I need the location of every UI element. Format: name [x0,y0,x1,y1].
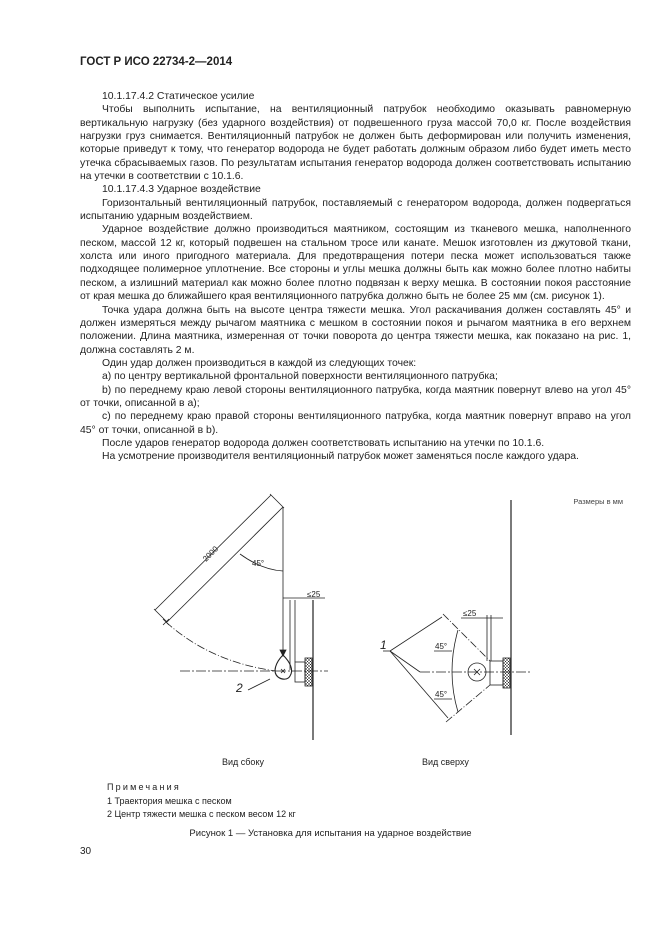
figure-caption: Рисунок 1 — Установка для испытания на ударное воздействие [189,828,472,839]
length-dimension-label: 2000 [201,544,220,564]
paragraph: Один удар должен производиться в каждой из следующих точек: [102,357,417,369]
figure-notes [107,781,296,822]
list-item: b) по переднему краю левой стороны вентиляционного патрубка, когда маятник повернут влево на угол 45° от точки, описанной в а); [80,384,631,409]
paragraph: На усмотрение производителя вентиляционный патрубок может заменяться после каждого удара. [102,451,579,463]
paragraph: Точка удара должна быть на высоте центра тяжести мешка. Угол раскачивания должен составлять 45° и должен измеряться между рычагом маятника с мешком в состоянии покоя и рычагом маятника в его верхнем положении. Длина маятника, измеренная от точки поворота до центра тяжести мешка, как показано на рис. 1, должна составлять 2 м. [80,304,631,356]
angle-label: 45° [252,559,265,568]
dimensions-note: Размеры в мм [573,497,623,506]
note-item: 2 Центр тяжести мешка с песком весом 12 кг [107,809,296,819]
note-item: 1 Траектория мешка с песком [107,795,232,806]
gap-label: ≤25 [307,590,321,599]
side-view-label: Вид сбоку [222,757,264,767]
callout-2: 2 [236,681,243,695]
paragraph: После ударов генератор водорода должен соответствовать испытанию на утечки по 10.1.6. [102,437,545,449]
section-heading: 10.1.17.4.2 Статическое усилие [102,91,255,102]
paragraph: Чтобы выполнить испытание, на вентиляционный патрубок необходимо оказывать равномерную вертикальную нагрузку (без ударного воздействия) от подвешенного груза массой 70,0 кг. После воздействия нагрузки груз снимается. Вентиляционный патрубок не должен быть деформирован или получить изменения, которые приведут к тому, что генератор водорода не будет работать должным образом либо будет иметь место утечка сбрасываемых газов. По результатам испытания генератор водорода должен соответствовать испытанию на утечки в соответствии с 10.1.6. [80,104,631,183]
paragraph: Ударное воздействие должно производиться маятником, состоящим из тканевого мешка, наполненного песком, массой 12 кг, который подвешен на стальном тросе или канате. Мешок изготовлен из джутовой ткани, холста или иного пригодного материала. Для предотвращения потери песка может использоваться также подходящее полимерное уплотнение. Все стороны и углы мешка должны быть как можно более плотно набиты песком, а излишний материал как можно более плотно подвязан к верху мешка. В состоянии покоя расстояние от края мешка до ближайшего края вентиляционного патрубка должно быть не более 25 мм (см. рисунок 1). [80,224,631,303]
document-header: ГОСТ Р ИСО 22734-2—2014 [80,56,233,68]
section-heading: 10.1.17.4.3 Ударное воздействие [102,184,261,196]
list-item: a) по центру вертикальной фронтальной поверхности вентиляционного патрубка; [102,371,498,383]
paragraph: Горизонтальный вентиляционный патрубок, поставляемый с генератором водорода, должен подвергаться испытанию ударным воздействием. [80,197,631,223]
callout-1: 1 [380,638,387,652]
top-view-label: Вид сверху [422,757,469,767]
side-view-drawing [154,494,328,740]
gap-label-top: ≤25 [463,609,477,618]
page-number: 30 [80,846,92,857]
angle-label-lower: 45° [435,690,448,699]
list-item: c) по переднему краю правой стороны вентиляционного патрубка, когда маятник повернут вправо на угол 45° от точки, описанной в b). [80,411,631,436]
notes-title: Примечания [107,782,181,792]
top-view-drawing [383,500,532,735]
angle-label-upper: 45° [435,642,448,651]
